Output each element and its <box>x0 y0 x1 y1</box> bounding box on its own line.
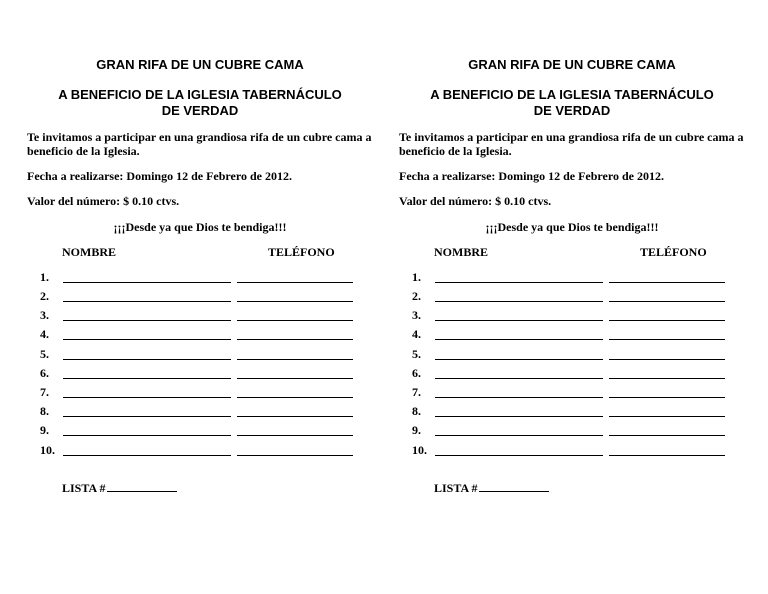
column-header-name: NOMBRE <box>434 245 488 259</box>
invitation-text: Te invitamos a participar en una grandiosa rifa de un cubre cama a beneficio de la Iglesia. <box>27 130 372 158</box>
list-number <box>62 481 177 495</box>
name-line <box>435 435 603 436</box>
name-line <box>435 455 603 456</box>
name-line <box>435 378 603 379</box>
row-number: 1. <box>412 270 421 284</box>
beneficiary-heading <box>372 87 768 119</box>
phone-line <box>237 282 353 283</box>
name-line <box>435 339 603 340</box>
raffle-flyer-right <box>372 0 756 594</box>
ticket-price: Valor del número: $ 0.10 ctvs. <box>27 194 180 208</box>
name-line <box>63 339 231 340</box>
phone-line <box>237 455 353 456</box>
entry-row <box>372 347 752 366</box>
entry-row <box>372 308 752 327</box>
entry-row <box>0 347 380 366</box>
entry-row <box>0 327 380 346</box>
phone-line <box>237 416 353 417</box>
row-number: 7. <box>412 385 421 399</box>
column-header-name: NOMBRE <box>62 245 116 259</box>
phone-line <box>609 359 725 360</box>
row-number: 2. <box>40 289 49 303</box>
phone-line <box>609 455 725 456</box>
name-line <box>63 320 231 321</box>
row-number: 8. <box>412 404 421 418</box>
entry-row <box>0 385 380 404</box>
phone-line <box>237 359 353 360</box>
phone-line <box>237 339 353 340</box>
phone-line <box>237 378 353 379</box>
name-line <box>435 282 603 283</box>
raffle-date: Fecha a realizarse: Domingo 12 de Febrero de 2012. <box>27 169 292 183</box>
name-line <box>435 397 603 398</box>
name-line <box>435 359 603 360</box>
row-number: 3. <box>40 308 49 322</box>
blessing-text: ¡¡¡Desde ya que Dios te bendiga!!! <box>485 220 659 234</box>
phone-line <box>237 301 353 302</box>
row-number: 4. <box>412 327 421 341</box>
entry-row <box>0 404 380 423</box>
name-line <box>63 455 231 456</box>
beneficiary-heading-line1: A BENEFICIO DE LA IGLESIA TABERNÁCULO <box>58 87 342 102</box>
row-number: 2. <box>412 289 421 303</box>
entry-row <box>0 366 380 385</box>
name-line <box>63 301 231 302</box>
list-number <box>434 481 549 495</box>
entry-row <box>372 270 752 289</box>
entry-row <box>0 423 380 442</box>
blessing-text: ¡¡¡Desde ya que Dios te bendiga!!! <box>113 220 287 234</box>
column-header-phone: TELÉFONO <box>268 245 335 259</box>
entry-row <box>372 289 752 308</box>
entry-row <box>0 270 380 289</box>
ticket-price: Valor del número: $ 0.10 ctvs. <box>399 194 552 208</box>
row-number: 9. <box>40 423 49 437</box>
row-number: 6. <box>412 366 421 380</box>
phone-line <box>609 397 725 398</box>
row-number: 3. <box>412 308 421 322</box>
row-number: 1. <box>40 270 49 284</box>
name-line <box>435 320 603 321</box>
phone-line <box>609 320 725 321</box>
list-label: LISTA # <box>62 481 106 495</box>
phone-line <box>237 320 353 321</box>
beneficiary-heading-line2: DE VERDAD <box>161 103 239 118</box>
entry-row <box>0 308 380 327</box>
row-number: 5. <box>40 347 49 361</box>
beneficiary-heading <box>0 87 400 119</box>
entry-row <box>0 289 380 308</box>
name-line <box>63 435 231 436</box>
row-number: 10. <box>40 443 55 457</box>
phone-line <box>609 435 725 436</box>
phone-line <box>237 397 353 398</box>
row-number: 6. <box>40 366 49 380</box>
phone-line <box>609 339 725 340</box>
beneficiary-heading-line1: A BENEFICIO DE LA IGLESIA TABERNÁCULO <box>430 87 714 102</box>
row-number: 10. <box>412 443 427 457</box>
phone-line <box>609 301 725 302</box>
row-number: 9. <box>412 423 421 437</box>
phone-line <box>609 282 725 283</box>
invitation-text: Te invitamos a participar en una grandiosa rifa de un cubre cama a beneficio de la Iglesia. <box>399 130 744 158</box>
entry-row <box>372 327 752 346</box>
name-line <box>63 282 231 283</box>
entry-row <box>372 366 752 385</box>
beneficiary-heading-line2: DE VERDAD <box>533 103 611 118</box>
name-line <box>63 397 231 398</box>
entry-row <box>372 385 752 404</box>
list-number-line <box>479 481 549 492</box>
row-number: 5. <box>412 347 421 361</box>
raffle-date: Fecha a realizarse: Domingo 12 de Febrero de 2012. <box>399 169 664 183</box>
name-line <box>63 359 231 360</box>
entry-row <box>372 423 752 442</box>
row-number: 4. <box>40 327 49 341</box>
name-line <box>63 416 231 417</box>
name-line <box>435 301 603 302</box>
list-number-line <box>107 481 177 492</box>
phone-line <box>237 435 353 436</box>
row-number: 7. <box>40 385 49 399</box>
raffle-title: GRAN RIFA DE UN CUBRE CAMA <box>96 57 304 72</box>
phone-line <box>609 378 725 379</box>
raffle-title: GRAN RIFA DE UN CUBRE CAMA <box>468 57 676 72</box>
column-header-phone: TELÉFONO <box>640 245 707 259</box>
name-line <box>435 416 603 417</box>
list-label: LISTA # <box>434 481 478 495</box>
entry-row <box>0 443 380 462</box>
phone-line <box>609 416 725 417</box>
name-line <box>63 378 231 379</box>
entry-row <box>372 404 752 423</box>
row-number: 8. <box>40 404 49 418</box>
entry-row <box>372 443 752 462</box>
